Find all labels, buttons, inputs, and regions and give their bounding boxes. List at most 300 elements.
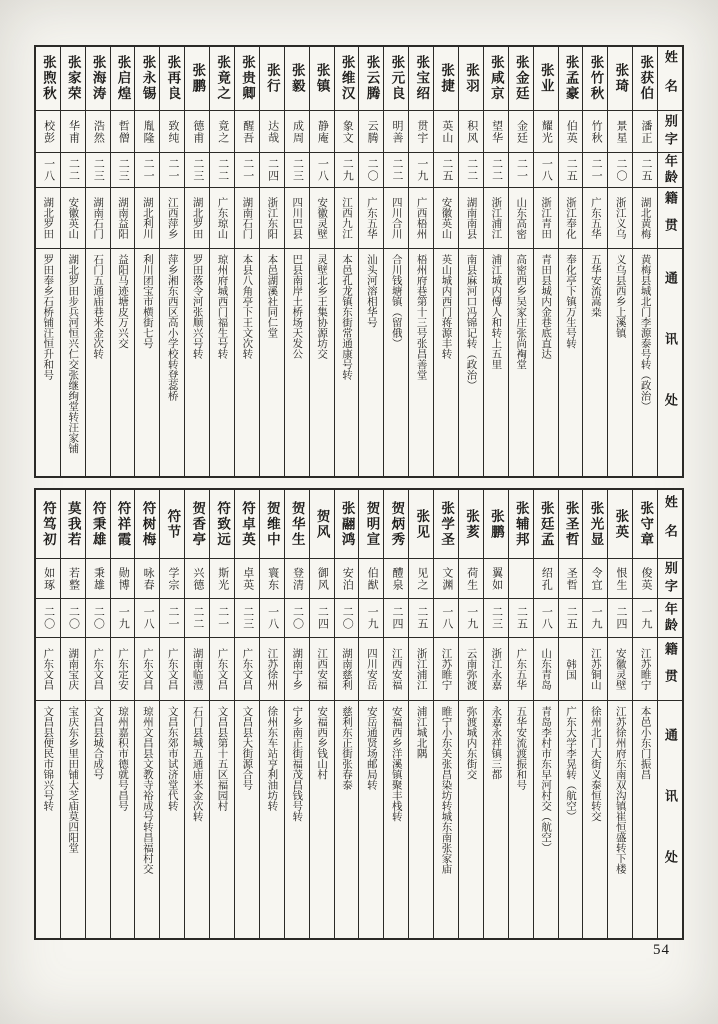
alias-text: 见之 xyxy=(415,566,428,591)
address-cell xyxy=(583,701,607,938)
alias-text: 绍孔 xyxy=(540,566,553,591)
entry-column xyxy=(134,47,159,476)
name-text: 张永锡 xyxy=(140,55,156,102)
entry-column xyxy=(558,47,583,476)
header-alias-label: 别字 xyxy=(662,560,678,597)
name-cell xyxy=(459,47,483,111)
entry-column xyxy=(458,490,483,938)
native-text: 江西安福 xyxy=(316,648,328,690)
age-text: 二一 xyxy=(167,606,180,630)
address-cell xyxy=(86,701,110,938)
age-cell xyxy=(160,153,184,188)
name-cell xyxy=(559,47,583,111)
name-text: 符卓英 xyxy=(240,500,255,548)
entry-column xyxy=(209,490,234,938)
age-cell xyxy=(235,599,259,638)
age-text: 一八 xyxy=(540,158,553,182)
age-text: 二〇 xyxy=(92,606,105,630)
age-text: 二〇 xyxy=(67,606,80,630)
native-cell xyxy=(260,638,284,701)
native-cell xyxy=(409,188,433,249)
name-text: 张翮鸿 xyxy=(339,500,355,548)
native-text: 广东五华 xyxy=(589,197,601,239)
name-text: 张羽 xyxy=(464,63,480,94)
address-text: 永嘉永祥镇三都 xyxy=(490,706,502,780)
alias-text: 荷生 xyxy=(465,566,478,591)
native-cell xyxy=(384,188,408,249)
age-cell xyxy=(335,599,359,638)
native-text: 湖南宁乡 xyxy=(291,648,303,690)
header-age-label: 年龄 xyxy=(662,154,678,186)
age-cell xyxy=(409,153,433,188)
native-cell xyxy=(111,638,135,701)
alias-cell xyxy=(235,559,259,599)
address-text: 江苏徐州府东南双沟镇崔恒盛转下楼 xyxy=(614,706,626,874)
header-address-label: 通讯处 xyxy=(662,271,678,454)
name-text: 张英 xyxy=(613,508,629,540)
address-text: 萍乡湘东西区高小学校转登蕊桥 xyxy=(166,254,178,401)
alias-text: 秉雄 xyxy=(92,566,105,591)
address-cell xyxy=(484,701,508,938)
native-text: 广东五华 xyxy=(365,197,377,239)
native-text: 广东文昌 xyxy=(92,648,104,690)
native-text: 广东琼山 xyxy=(216,197,228,239)
entry-column xyxy=(607,47,632,476)
address-cell xyxy=(135,701,159,938)
age-text: 二〇 xyxy=(341,606,354,630)
address-cell xyxy=(210,701,234,938)
header-native-label: 籍贯 xyxy=(662,642,678,696)
name-text: 张家荣 xyxy=(65,55,81,102)
alias-cell xyxy=(185,559,209,599)
native-text: 江苏睢宁 xyxy=(639,648,651,690)
name-text: 张见 xyxy=(414,508,430,540)
age-text: 二〇 xyxy=(366,158,379,182)
entry-column xyxy=(607,490,632,938)
native-cell xyxy=(160,188,184,249)
name-text: 贺香亭 xyxy=(190,500,206,548)
alias-cell xyxy=(359,111,383,153)
alias-text: 醴泉 xyxy=(391,566,404,591)
alias-cell xyxy=(608,559,632,599)
entry-column xyxy=(159,47,184,476)
alias-text: 竟之 xyxy=(216,119,229,144)
alias-text: 勋博 xyxy=(117,566,130,591)
alias-text: 翼如 xyxy=(490,566,503,591)
alias-text: 圣哲 xyxy=(565,566,578,591)
name-text: 张荄 xyxy=(464,508,480,540)
native-cell xyxy=(210,188,234,249)
name-cell xyxy=(285,490,309,559)
alias-text: 云腾 xyxy=(366,119,379,144)
entry-column xyxy=(60,490,85,938)
age-cell xyxy=(86,153,110,188)
alias-text: 英山 xyxy=(440,119,453,144)
name-cell xyxy=(160,47,184,111)
native-cell xyxy=(484,638,508,701)
address-cell xyxy=(260,249,284,476)
age-text: 二三 xyxy=(191,158,204,182)
alias-cell xyxy=(509,559,533,599)
name-text: 张咸京 xyxy=(488,55,504,102)
alias-cell xyxy=(185,111,209,153)
age-cell xyxy=(583,599,607,638)
name-text: 贺明宣 xyxy=(364,500,380,548)
name-cell xyxy=(160,490,184,559)
entry-column xyxy=(632,490,657,938)
address-text: 浦江城内傅人和转上五里 xyxy=(490,254,502,370)
name-cell xyxy=(484,47,508,111)
native-cell xyxy=(185,188,209,249)
name-cell xyxy=(359,490,383,559)
age-cell xyxy=(509,599,533,638)
age-cell xyxy=(484,153,508,188)
header-native xyxy=(658,188,682,249)
alias-text: 潘正 xyxy=(639,119,652,144)
entry-column xyxy=(234,47,259,476)
native-text: 湖北罗田 xyxy=(191,197,203,239)
native-cell xyxy=(459,188,483,249)
age-cell xyxy=(434,153,458,188)
native-cell xyxy=(359,638,383,701)
name-cell xyxy=(509,47,533,111)
name-text: 张竹秋 xyxy=(588,55,604,102)
address-cell xyxy=(509,701,533,938)
name-text: 张廷孟 xyxy=(538,500,554,548)
age-text: 二五 xyxy=(415,606,428,630)
address-cell xyxy=(36,701,60,938)
age-text: 一九 xyxy=(366,606,379,630)
name-cell xyxy=(310,490,334,559)
alias-cell xyxy=(111,111,135,153)
age-cell xyxy=(534,153,558,188)
alias-text: 竹秋 xyxy=(590,119,603,144)
address-text: 利川团宝市横街七号 xyxy=(141,254,153,349)
entry-column xyxy=(433,47,458,476)
entry-column xyxy=(358,47,383,476)
age-text: 二五 xyxy=(565,158,578,182)
header-native xyxy=(658,638,682,701)
alias-cell xyxy=(235,111,259,153)
native-cell xyxy=(235,638,259,701)
name-cell xyxy=(285,47,309,111)
age-text: 一八 xyxy=(540,606,553,630)
address-text: 安福西乡钱山村 xyxy=(316,706,328,780)
native-text: 湖北利川 xyxy=(141,197,153,239)
age-cell xyxy=(135,599,159,638)
name-cell xyxy=(36,490,60,559)
alias-cell xyxy=(409,111,433,153)
alias-cell xyxy=(359,559,383,599)
age-cell xyxy=(260,153,284,188)
age-text: 二二 xyxy=(391,158,404,182)
name-cell xyxy=(210,47,234,111)
header-name-label: 姓名 xyxy=(662,49,678,108)
address-text: 本邑孔龙镇东街常通康号转 xyxy=(340,254,352,380)
address-text: 五华安流嵩桒 xyxy=(589,254,601,317)
address-text: 宝庆东乡里田铺大芝庙莫四阳堂 xyxy=(67,706,79,853)
name-text: 符致远 xyxy=(215,500,231,548)
name-text: 张鹏 xyxy=(190,63,206,94)
native-cell xyxy=(583,188,607,249)
native-text: 广东文昌 xyxy=(42,648,54,690)
native-cell xyxy=(633,188,657,249)
alias-text: 象文 xyxy=(341,119,354,144)
age-text: 二九 xyxy=(341,158,354,182)
address-text: 南县麻河口冯锦记转（政治） xyxy=(465,254,477,391)
native-text: 湖北罗田 xyxy=(42,197,54,239)
alias-cell xyxy=(61,559,85,599)
header-alias-label: 别字 xyxy=(662,113,678,150)
age-cell xyxy=(384,599,408,638)
name-cell xyxy=(608,47,632,111)
age-cell xyxy=(559,599,583,638)
entry-column xyxy=(533,47,558,476)
address-cell xyxy=(310,701,334,938)
address-cell xyxy=(559,701,583,938)
alias-cell xyxy=(534,111,558,153)
native-cell xyxy=(608,188,632,249)
address-text: 灵壁北乡王集协源坊交 xyxy=(316,254,328,359)
alias-cell xyxy=(608,111,632,153)
native-cell xyxy=(335,188,359,249)
native-text: 湖南南县 xyxy=(465,197,477,239)
entry-column xyxy=(582,490,607,938)
name-text: 张金廷 xyxy=(513,55,529,102)
alias-text: 文渊 xyxy=(440,566,453,591)
age-text: 二一 xyxy=(216,606,229,630)
address-cell xyxy=(384,701,408,938)
age-cell xyxy=(210,153,234,188)
age-text: 二〇 xyxy=(291,606,304,630)
alias-cell xyxy=(583,111,607,153)
age-cell xyxy=(285,153,309,188)
name-cell xyxy=(534,490,558,559)
address-text: 文昌县城合成号 xyxy=(92,706,104,780)
name-cell xyxy=(260,47,284,111)
alias-cell xyxy=(285,111,309,153)
alias-text: 学宗 xyxy=(167,566,180,591)
address-cell xyxy=(235,249,259,476)
address-cell xyxy=(86,249,110,476)
age-cell xyxy=(160,599,184,638)
name-cell xyxy=(310,47,334,111)
age-text: 二二 xyxy=(216,158,229,182)
alias-cell xyxy=(310,111,334,153)
age-text: 一九 xyxy=(590,606,603,630)
name-cell xyxy=(583,490,607,559)
entry-column xyxy=(632,47,657,476)
alias-text: 景星 xyxy=(615,119,628,144)
alias-cell xyxy=(160,111,184,153)
entry-column xyxy=(259,47,284,476)
name-text: 张贵卿 xyxy=(240,55,255,102)
alias-text: 御风 xyxy=(316,566,329,591)
name-cell xyxy=(36,47,60,111)
age-text: 二一 xyxy=(515,158,528,182)
native-text: 浙江浦江 xyxy=(415,648,427,690)
name-cell xyxy=(509,490,533,559)
native-cell xyxy=(111,188,135,249)
name-cell xyxy=(185,47,209,111)
age-text: 二二 xyxy=(67,158,80,182)
native-text: 广东五华 xyxy=(515,648,527,690)
alias-text: 令宜 xyxy=(590,566,603,591)
age-cell xyxy=(583,153,607,188)
age-cell xyxy=(608,153,632,188)
native-cell xyxy=(335,638,359,701)
native-text: 山东高密 xyxy=(515,197,527,239)
native-text: 广东文昌 xyxy=(141,648,153,690)
name-cell xyxy=(185,490,209,559)
name-cell xyxy=(235,490,259,559)
address-text: 徐州东车站亨利油坊转 xyxy=(266,706,278,811)
native-text: 浙江永嘉 xyxy=(490,648,502,690)
age-text: 一八 xyxy=(42,158,55,182)
native-cell xyxy=(459,638,483,701)
alias-text: 斯光 xyxy=(216,566,229,591)
address-cell xyxy=(36,249,60,476)
name-cell xyxy=(633,47,657,111)
entry-column xyxy=(110,47,135,476)
alias-cell xyxy=(384,111,408,153)
alias-text: 兴德 xyxy=(191,566,204,591)
native-text: 安徽英山 xyxy=(440,197,452,239)
alias-text: 校彭 xyxy=(42,119,55,144)
name-cell xyxy=(135,490,159,559)
native-cell xyxy=(559,188,583,249)
header-age xyxy=(658,153,682,188)
alias-cell xyxy=(509,111,533,153)
name-cell xyxy=(86,47,110,111)
age-cell xyxy=(509,153,533,188)
name-text: 张捷 xyxy=(439,63,455,94)
address-text: 本邑湖溪社同仁堂 xyxy=(266,254,278,338)
alias-cell xyxy=(135,111,159,153)
alias-cell xyxy=(86,111,110,153)
name-text: 张行 xyxy=(264,63,280,94)
alias-text: 咏春 xyxy=(142,566,155,591)
native-text: 江西安福 xyxy=(390,648,402,690)
alias-cell xyxy=(459,111,483,153)
address-text: 五华安流渡振和号 xyxy=(515,706,527,790)
name-text: 符树梅 xyxy=(140,500,156,548)
address-cell xyxy=(61,249,85,476)
address-cell xyxy=(111,701,135,938)
age-cell xyxy=(135,153,159,188)
age-text: 二三 xyxy=(117,158,130,182)
header-name xyxy=(658,490,682,559)
header-native-label: 籍贯 xyxy=(662,191,678,245)
alias-cell xyxy=(559,111,583,153)
age-cell xyxy=(61,153,85,188)
entry-column xyxy=(558,490,583,938)
age-text: 一八 xyxy=(142,606,155,630)
age-text: 一九 xyxy=(415,158,428,182)
age-cell xyxy=(484,599,508,638)
native-cell xyxy=(384,638,408,701)
native-text: 山东青岛 xyxy=(540,648,552,690)
native-cell xyxy=(409,638,433,701)
age-cell xyxy=(111,599,135,638)
address-cell xyxy=(135,249,159,476)
name-text: 张圣哲 xyxy=(563,500,579,548)
header-name xyxy=(658,47,682,111)
address-cell xyxy=(260,701,284,938)
alias-text: 若整 xyxy=(67,566,80,591)
header-column xyxy=(657,490,682,938)
address-text: 文昌县大街源合号 xyxy=(241,706,253,790)
native-text: 湖南慈利 xyxy=(340,648,352,690)
native-text: 安徽英山 xyxy=(67,197,79,239)
entry-column xyxy=(334,490,359,938)
name-text: 贺炳秀 xyxy=(389,500,405,548)
age-text: 二四 xyxy=(391,606,404,630)
address-cell xyxy=(335,249,359,476)
entry-column xyxy=(508,47,533,476)
address-cell xyxy=(608,701,632,938)
alias-cell xyxy=(409,559,433,599)
address-text: 石门县城五通庙米金次转 xyxy=(191,706,203,822)
name-text: 莫我若 xyxy=(65,500,81,548)
age-cell xyxy=(633,599,657,638)
age-cell xyxy=(36,599,60,638)
native-cell xyxy=(633,638,657,701)
entry-column xyxy=(458,47,483,476)
name-cell xyxy=(384,490,408,559)
address-text: 梧州府巷第十三号张昌善堂 xyxy=(415,254,427,380)
alias-text: 登清 xyxy=(291,566,304,591)
native-text: 江西萍乡 xyxy=(166,197,178,239)
alias-cell xyxy=(111,559,135,599)
native-cell xyxy=(509,188,533,249)
age-cell xyxy=(235,153,259,188)
alias-text: 恨生 xyxy=(615,566,628,591)
name-text: 符笃初 xyxy=(40,500,56,548)
entry-column xyxy=(85,47,110,476)
alias-text: 成周 xyxy=(291,119,304,144)
entry-column xyxy=(408,47,433,476)
name-cell xyxy=(559,490,583,559)
native-cell xyxy=(210,638,234,701)
alias-text: 积风 xyxy=(465,119,478,144)
alias-cell xyxy=(484,111,508,153)
address-cell xyxy=(384,249,408,476)
age-text: 一九 xyxy=(639,606,652,630)
address-text: 安岳通贤场邮局转 xyxy=(365,706,377,790)
native-cell xyxy=(484,188,508,249)
address-cell xyxy=(111,249,135,476)
age-text: 一八 xyxy=(440,606,453,630)
age-cell xyxy=(310,599,334,638)
native-text: 湖南益阳 xyxy=(116,197,128,239)
name-text: 张镇 xyxy=(314,63,330,94)
age-text: 一九 xyxy=(465,606,478,630)
name-text: 张鹏 xyxy=(488,508,504,540)
native-cell xyxy=(608,638,632,701)
name-cell xyxy=(459,490,483,559)
age-cell xyxy=(434,599,458,638)
age-cell xyxy=(36,153,60,188)
address-cell xyxy=(633,701,657,938)
entry-column xyxy=(284,47,309,476)
alias-cell xyxy=(260,111,284,153)
alias-text: 贯宇 xyxy=(415,119,428,144)
native-cell xyxy=(86,638,110,701)
native-text: 湖北黄梅 xyxy=(639,197,651,239)
address-text: 琼州府城西门福生号转 xyxy=(216,254,228,359)
address-text: 汕头河溶相华号 xyxy=(365,254,377,328)
